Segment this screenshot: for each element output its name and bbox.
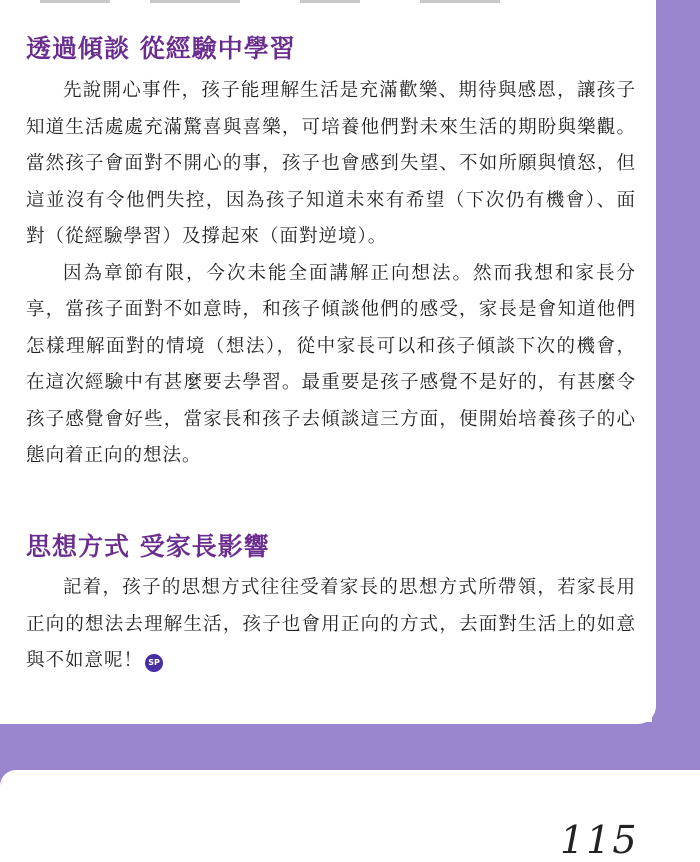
- paragraph: [26, 570, 636, 680]
- section-heading: 思想方式 受家長影響: [26, 532, 270, 561]
- cropped-previous-line: [0, 0, 640, 6]
- section-dialogue: [26, 32, 636, 475]
- purple-frame-right: [652, 0, 700, 790]
- section-thinking: [26, 530, 636, 680]
- section-heading: 透過傾談 從經驗中學習: [26, 34, 296, 63]
- paragraph: 先說開心事件，孩子能理解生活是充滿歡樂、期待與感恩，讓孩子知道生活處處充滿驚喜與喜樂，可培養他們對未來生活的期盼與樂觀。當然孩子會面對不開心的事，孩子也會感到失望、不如所願與憤怒，但這並沒有令他們失控，因為孩子知道未來有希望（下次仍有機會）、面對（從經驗學習）及撐起來（面對逆境）。: [26, 80, 636, 247]
- sp-logo-icon: SP: [145, 654, 163, 672]
- paragraph: 因為章節有限，今次未能全面講解正向想法。然而我想和家長分享，當孩子面對不如意時，和孩子傾談他們的感受，家長是會知道他們怎樣理解面對的情境（想法），從中家長可以和孩子傾談下次的機會，在這次經驗中有甚麼要去學習。最重要是孩子感覺不是好的，有甚麼令孩子感覺會好些，當家長和孩子去傾談這三方面，便開始培養孩子的心態向着正向的想法。: [26, 262, 636, 466]
- page-number: 115: [560, 818, 639, 862]
- paragraph-text: 記着，孩子的思想方式往往受着家長的思想方式所帶領，若家長用正向的想法去理解生活，孩子也會用正向的方式，去面對生活上的如意與不如意呢！: [26, 577, 636, 671]
